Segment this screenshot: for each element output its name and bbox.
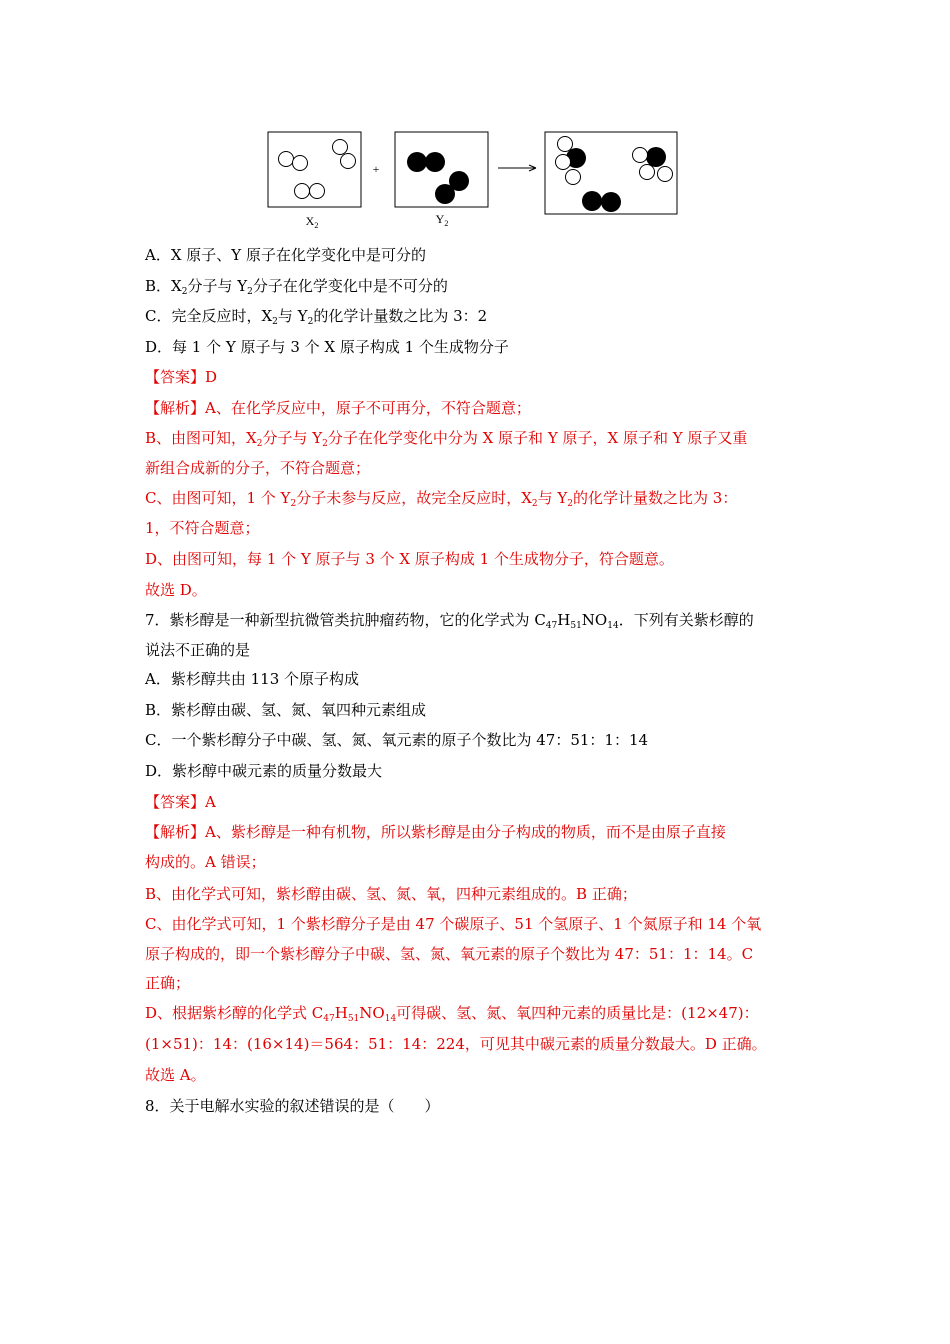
product-molecules [556, 137, 673, 213]
q6-explanation-6: D、由图可知，每 1 个 Y 原子与 3 个 X 原子构成 1 个生成物分子，符合题意。 [145, 550, 674, 568]
q6-option-c: C．完全反应时，$X_2$与 $Y_2$的化学计量数之比为 3：2 [145, 307, 488, 327]
q7-option-d: D．紫杉醇中碳元素的质量分数最大 [145, 762, 383, 780]
q8-stem: 8．关于电解水实验的叙述错误的是（ ） [145, 1097, 440, 1115]
q6-explanation-4: C、由图可知，1 个 $Y_2$分子未参与反应，故完全反应时，$X_2$与 $Y_2$的化学计量数之比为 3： [145, 489, 738, 509]
q7-explanation-1: 【解析】A、紫杉醇是一种有机物，所以紫杉醇是由分子构成的物质，而不是由原子直接 [145, 823, 726, 841]
q7-explanation-3: B、由化学式可知，紫杉醇由碳、氢、氮、氧，四种元素组成的。B 正确； [145, 885, 637, 903]
q6-explanation-1: 【解析】A、在化学反应中，原子不可再分，不符合题意； [145, 399, 531, 417]
q7-explanation-9: 故选 A。 [145, 1066, 206, 1084]
reaction-arrow [498, 165, 536, 171]
plus-sign: + [372, 162, 380, 176]
q6-explanation-7: 故选 D。 [145, 581, 207, 599]
q7-option-c: C．一个紫杉醇分子中碳、氢、氮、氧元素的原子个数比为 47：51：1：14 [145, 731, 649, 749]
q7-option-b: B．紫杉醇由碳、氢、氮、氧四种元素组成 [145, 701, 427, 719]
x2-label: $X_2$ [305, 214, 319, 230]
q7-answer: 【答案】A [145, 793, 216, 811]
x2-molecules [279, 140, 356, 199]
q7-explanation-8: (1×51)：14：(16×14)＝564：51：14：224，可见其中碳元素的质量分数最大。D 正确。 [145, 1035, 767, 1053]
q6-explanation-2: B、由图可知，$X_2$分子与 $Y_2$分子在化学变化中分为 X 原子和 Y 原子，X 原子和 Y 原子又重 [145, 429, 748, 449]
q7-explanation-7: D、根据紫杉醇的化学式 $C_{47}H_{51}NO_{14}$可得碳、氢、氮、氧四种元素的质量比是：(12×47)： [145, 1004, 759, 1024]
q6-option-a: A．X 原子、Y 原子在化学变化中是可分的 [145, 246, 426, 264]
q6-option-b: B．$X_2$分子与 $Y_2$分子在化学变化中是不可分的 [145, 277, 448, 297]
reaction-diagram [262, 126, 682, 236]
y2-molecules [407, 152, 469, 204]
q6-option-d: D．每 1 个 Y 原子与 3 个 X 原子构成 1 个生成物分子 [145, 338, 509, 356]
q7-stem-1: 7．紫杉醇是一种新型抗微管类抗肿瘤药物，它的化学式为 $C_{47}H_{51}NO_{14}$．下列有关紫杉醇的 [145, 611, 754, 631]
q7-explanation-4: C、由化学式可知，1 个紫杉醇分子是由 47 个碳原子、51 个氢原子、1 个氮原子和 14 个氧 [145, 915, 762, 933]
q6-explanation-5: 1，不符合题意； [145, 519, 260, 537]
y2-label: $Y_2$ [435, 212, 449, 228]
q6-explanation-3: 新组合成新的分子，不符合题意； [145, 459, 371, 477]
q7-stem-2: 说法不正确的是 [145, 641, 251, 659]
q6-answer: 【答案】D [145, 368, 218, 386]
q7-option-a: A．紫杉醇共由 113 个原子构成 [145, 670, 360, 688]
q7-explanation-2: 构成的。A 错误； [145, 853, 266, 871]
q7-explanation-5: 原子构成的，即一个紫杉醇分子中碳、氢、氮、氧元素的原子个数比为 47：51：1：14。C [145, 945, 754, 963]
q7-explanation-6: 正确； [145, 974, 191, 992]
